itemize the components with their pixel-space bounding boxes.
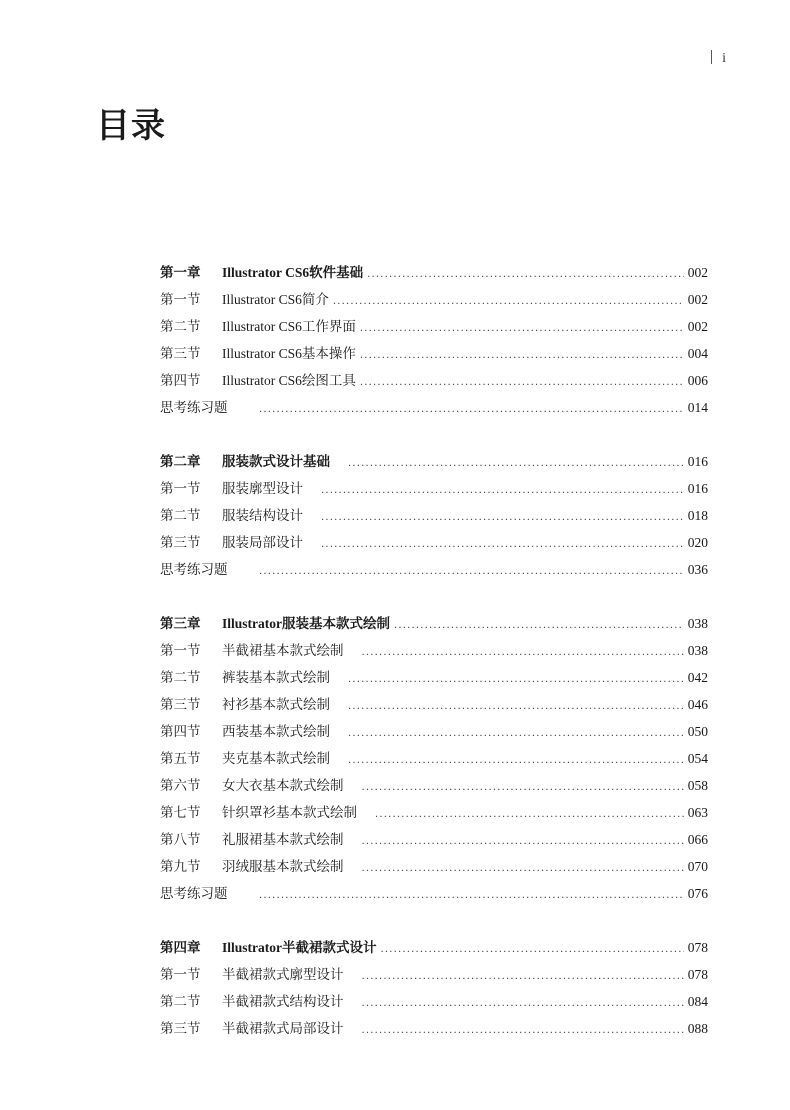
table-of-contents [160,259,708,1069]
dot-leader [362,963,684,990]
review-title: 思考练习题 [160,886,228,902]
section-entry[interactable] [160,664,708,691]
chapter-entry[interactable] [160,610,708,637]
chapter-group-1 [160,259,708,421]
section-title: Illustrator CS6基本操作 [222,346,356,361]
section-title: 女大衣基本款式绘制 [222,778,344,793]
chapter-group-2 [160,448,708,583]
dot-leader [348,720,684,747]
chapter-label: 第一章 [160,265,201,281]
section-entry[interactable] [160,988,708,1015]
chapter-page-number: 038 [687,616,708,631]
section-title: 针织罩衫基本款式绘制 [222,805,357,820]
review-entry[interactable] [160,880,708,907]
section-title: 裤装基本款式绘制 [222,670,330,685]
dot-leader [259,558,684,585]
dot-leader [348,693,684,720]
section-label: 第六节 [160,778,201,794]
section-page-number: 020 [687,535,708,550]
section-page-number: 050 [687,724,708,739]
section-entry[interactable] [160,799,708,826]
section-label: 第七节 [160,805,201,821]
section-entry[interactable] [160,961,708,988]
section-label: 第一节 [160,292,201,308]
review-page-number: 014 [687,400,708,415]
section-page-number: 063 [687,805,708,820]
dot-leader [360,315,684,342]
chapter-label: 第三章 [160,616,201,632]
chapter-entry[interactable] [160,448,708,475]
chapter-label: 第二章 [160,454,201,470]
chapter-page-number: 002 [687,265,708,280]
section-entry[interactable] [160,637,708,664]
section-page-number: 042 [687,670,708,685]
chapter-entry[interactable] [160,259,708,286]
dot-leader [360,342,684,369]
section-page-number: 054 [687,751,708,766]
section-entry[interactable] [160,475,708,502]
section-title: Illustrator CS6简介 [222,292,329,307]
page-marker [711,50,728,67]
section-label: 第一节 [160,643,201,659]
dot-leader [362,1017,684,1044]
section-title: 服装廓型设计 [222,481,303,496]
dot-leader [348,450,684,477]
chapter-page-number: 016 [687,454,708,469]
review-entry[interactable] [160,556,708,583]
section-page-number: 004 [687,346,708,361]
section-entry[interactable] [160,367,708,394]
section-entry[interactable] [160,502,708,529]
chapter-title: Illustrator服装基本款式绘制 [222,616,390,631]
chapter-label: 第四章 [160,940,201,956]
chapter-group-3 [160,610,708,907]
section-title: 羽绒服基本款式绘制 [222,859,344,874]
section-entry[interactable] [160,853,708,880]
dot-leader [362,990,684,1017]
section-title: 半截裙款式局部设计 [222,1021,344,1036]
chapter-title: Illustrator CS6软件基础 [222,265,364,280]
dot-leader [362,639,684,666]
section-entry[interactable] [160,718,708,745]
section-entry[interactable] [160,529,708,556]
chapter-page-number: 078 [687,940,708,955]
section-page-number: 084 [687,994,708,1009]
section-label: 第二节 [160,319,201,335]
review-title: 思考练习题 [160,562,228,578]
section-page-number: 046 [687,697,708,712]
review-entry[interactable] [160,394,708,421]
section-label: 第八节 [160,832,201,848]
section-entry[interactable] [160,286,708,313]
dot-leader [348,747,684,774]
section-title: Illustrator CS6工作界面 [222,319,356,334]
page-marker-text: i [722,51,728,66]
section-entry[interactable] [160,691,708,718]
section-entry[interactable] [160,772,708,799]
page-title: 目录 [96,106,166,146]
section-page-number: 066 [687,832,708,847]
section-title: Illustrator CS6绘图工具 [222,373,356,388]
chapter-group-4 [160,934,708,1042]
section-entry[interactable] [160,1015,708,1042]
section-page-number: 002 [687,319,708,334]
section-entry[interactable] [160,826,708,853]
section-label: 第三节 [160,697,201,713]
dot-leader [259,882,684,909]
dot-leader [375,801,684,828]
section-entry[interactable] [160,745,708,772]
section-page-number: 002 [687,292,708,307]
dot-leader [259,396,684,423]
section-title: 服装结构设计 [222,508,303,523]
section-title: 衬衫基本款式绘制 [222,697,330,712]
section-page-number: 078 [687,967,708,982]
section-title: 礼服裙基本款式绘制 [222,832,344,847]
dot-leader [362,774,684,801]
dot-leader [362,828,684,855]
section-page-number: 088 [687,1021,708,1036]
section-title: 半截裙款式廓型设计 [222,967,344,982]
dot-leader [321,531,684,558]
section-label: 第四节 [160,724,201,740]
section-label: 第一节 [160,481,201,497]
section-label: 第三节 [160,1021,201,1037]
section-page-number: 058 [687,778,708,793]
section-page-number: 018 [687,508,708,523]
dot-leader [321,477,684,504]
section-title: 夹克基本款式绘制 [222,751,330,766]
review-page-number: 036 [687,562,708,577]
chapter-entry[interactable] [160,934,708,961]
section-title: 服装局部设计 [222,535,303,550]
dot-leader [333,288,684,315]
dot-leader [360,369,684,396]
section-page-number: 016 [687,481,708,496]
section-label: 第二节 [160,994,201,1010]
chapter-title: Illustrator半截裙款式设计 [222,940,377,955]
review-title: 思考练习题 [160,400,228,416]
section-label: 第二节 [160,508,201,524]
section-page-number: 070 [687,859,708,874]
section-title: 西装基本款式绘制 [222,724,330,739]
section-label: 第四节 [160,373,201,389]
section-title: 半截裙款式结构设计 [222,994,344,1009]
dot-leader [348,666,684,693]
review-page-number: 076 [687,886,708,901]
chapter-title: 服装款式设计基础 [222,454,330,469]
section-entry[interactable] [160,340,708,367]
page-marker-divider [711,50,712,64]
section-label: 第三节 [160,535,201,551]
section-page-number: 006 [687,373,708,388]
section-page-number: 038 [687,643,708,658]
dot-leader [394,612,684,639]
section-label: 第五节 [160,751,201,767]
dot-leader [381,936,684,963]
section-entry[interactable] [160,313,708,340]
section-label: 第二节 [160,670,201,686]
dot-leader [321,504,684,531]
dot-leader [367,261,684,288]
dot-leader [362,855,684,882]
section-label: 第九节 [160,859,201,875]
section-title: 半截裙基本款式绘制 [222,643,344,658]
section-label: 第三节 [160,346,201,362]
section-label: 第一节 [160,967,201,983]
